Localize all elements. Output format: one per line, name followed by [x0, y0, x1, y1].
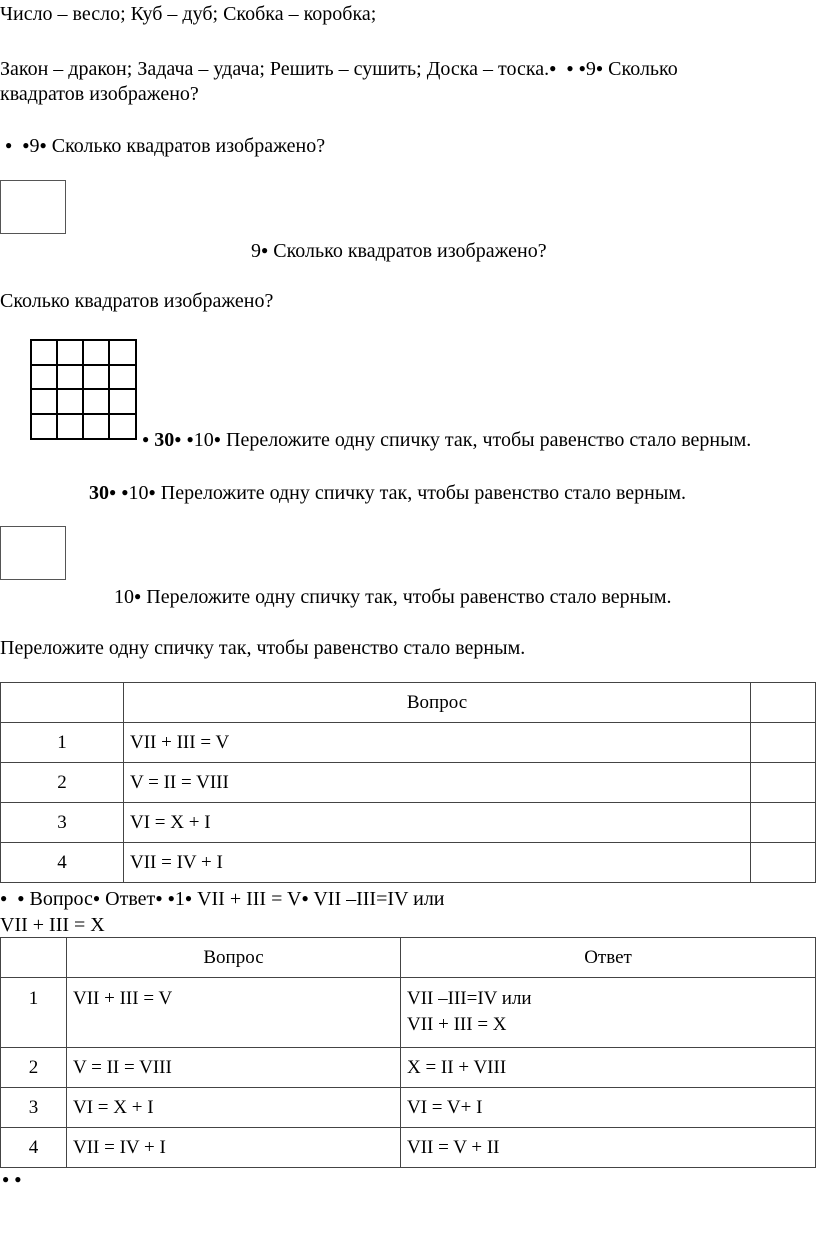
table-cell	[1, 938, 67, 978]
line5-number: 9	[251, 240, 261, 262]
line7-number: 10	[193, 429, 214, 451]
row-answer: VII = V + II	[401, 1128, 816, 1168]
line11-answer: Ответ	[105, 888, 156, 910]
line9-text: Переложите одну спичку так, чтобы равенство стало верным.	[146, 586, 672, 608]
square-figure	[0, 180, 66, 234]
bullet-icon: ●	[92, 891, 101, 905]
text-line-10: Переложите одну спичку так, чтобы равенство стало верным.	[0, 637, 526, 659]
row-number: 2	[1, 763, 124, 803]
bullet-icon: ●	[301, 891, 309, 905]
row-question: VII + III = V	[124, 723, 751, 763]
table-row	[1, 723, 816, 763]
bullet-icon: ●	[148, 485, 156, 499]
bullet-icon: ●	[155, 891, 163, 905]
row-answer: VI = V+ I	[401, 1088, 816, 1128]
text-line-8	[89, 480, 686, 505]
bullet-icon: ●	[184, 891, 193, 905]
grid-figure	[30, 339, 138, 440]
text-line-2	[0, 56, 678, 81]
row-number: 3	[1, 803, 124, 843]
text-line-7	[142, 427, 751, 452]
text-line-11	[0, 886, 445, 911]
row-answer-line: VII –III=IV или	[407, 988, 532, 1009]
text-line-4	[5, 133, 325, 158]
row-number: 2	[1, 1048, 67, 1088]
square-figure	[0, 526, 66, 580]
line4-number: 9	[29, 135, 40, 157]
line11-number: 1	[174, 888, 185, 910]
bullet-icon: ●	[213, 432, 221, 446]
table-header-question: Вопрос	[124, 683, 751, 723]
text-line-12: VII + III = X	[0, 914, 105, 936]
bullet-icon: ●	[549, 61, 557, 75]
line9-number: 10	[114, 586, 134, 608]
bullet-icon: ●	[134, 589, 142, 603]
row-number: 4	[1, 843, 124, 883]
table-cell	[751, 843, 816, 883]
bullet-icon: ●	[174, 432, 182, 446]
bullet-icon: ●	[109, 485, 117, 499]
table-row	[1, 763, 816, 803]
line8-number: 10	[128, 482, 149, 504]
bullet-icon: ●	[17, 891, 25, 905]
table-cell	[751, 683, 816, 723]
row-number: 1	[1, 978, 67, 1048]
row-question: VI = X + I	[124, 803, 751, 843]
bullet-icon: ●	[39, 138, 47, 152]
line2-tail: Сколько	[608, 58, 678, 80]
bullet-icon: ●	[186, 432, 194, 446]
text-line-6: Сколько квадратов изображено?	[0, 290, 274, 312]
line8-text: Переложите одну спичку так, чтобы равенство стало верным.	[160, 482, 686, 504]
bullet-icon: ●	[595, 61, 604, 75]
bullet-icon: ●	[167, 891, 175, 905]
text-line-1: Число – весло; Куб – дуб; Скобка – коробка;	[0, 3, 377, 25]
row-number: 1	[1, 723, 124, 763]
bullet-icon: ●	[121, 485, 129, 499]
row-question: VII = IV + I	[67, 1128, 401, 1168]
table-row	[1, 978, 816, 1048]
table-cell	[1, 683, 124, 723]
row-question: V = II = VIII	[67, 1048, 401, 1088]
text-line-3: квадратов изображено?	[0, 83, 199, 105]
line7-text: Переложите одну спичку так, чтобы равенство стало верным.	[226, 429, 752, 451]
row-answer: X = II + VIII	[401, 1048, 816, 1088]
line5-text: Сколько квадратов изображено?	[273, 240, 547, 262]
row-question: VII = IV + I	[124, 843, 751, 883]
row-answer	[401, 978, 816, 1048]
table-row	[1, 1128, 816, 1168]
bullet-icon: ●	[0, 891, 8, 905]
line11-question: Вопрос	[29, 888, 93, 910]
row-number: 3	[1, 1088, 67, 1128]
trailing-bullets	[2, 1167, 22, 1192]
row-number: 4	[1, 1128, 67, 1168]
row-answer-line: VII + III = X	[407, 1014, 507, 1035]
table-row	[1, 843, 816, 883]
line2-number: 9	[585, 58, 596, 80]
table-cell	[751, 803, 816, 843]
table-cell	[751, 763, 816, 803]
bullet-icon: ●	[261, 243, 269, 257]
row-question: V = II = VIII	[124, 763, 751, 803]
line4-text: Сколько квадратов изображено?	[51, 135, 326, 157]
bullet-icon: ●	[2, 1172, 10, 1186]
table-row	[1, 803, 816, 843]
bullet-icon: ●	[5, 138, 13, 152]
bullet-icon: ●	[142, 432, 150, 446]
bullet-icon: ●	[22, 138, 30, 152]
bullet-icon: ●	[578, 61, 586, 75]
row-question: VI = X + I	[67, 1088, 401, 1128]
bullet-icon: ●	[566, 61, 574, 75]
text-line-9	[114, 584, 671, 609]
table-row	[1, 1048, 816, 1088]
table-row	[1, 1088, 816, 1128]
table-cell	[751, 723, 816, 763]
line11-expr2: VII –III=IV или	[313, 888, 445, 910]
question-table	[0, 682, 816, 883]
table-header-row	[1, 683, 816, 723]
line11-expr: VII + III = V	[197, 888, 302, 910]
line8-number-bold: 30	[89, 482, 109, 504]
row-question: VII + III = V	[67, 978, 401, 1048]
line2-text: Закон – дракон; Задача – удача; Решить – сушить; Доска – тоска.	[0, 58, 550, 80]
line7-number-bold: 30	[154, 429, 175, 451]
table-header-row	[1, 938, 816, 978]
table-header-answer: Ответ	[401, 938, 816, 978]
table-header-question: Вопрос	[67, 938, 401, 978]
answer-table	[0, 937, 816, 1168]
bullet-icon: ●	[14, 1172, 22, 1186]
text-line-5	[251, 238, 547, 263]
